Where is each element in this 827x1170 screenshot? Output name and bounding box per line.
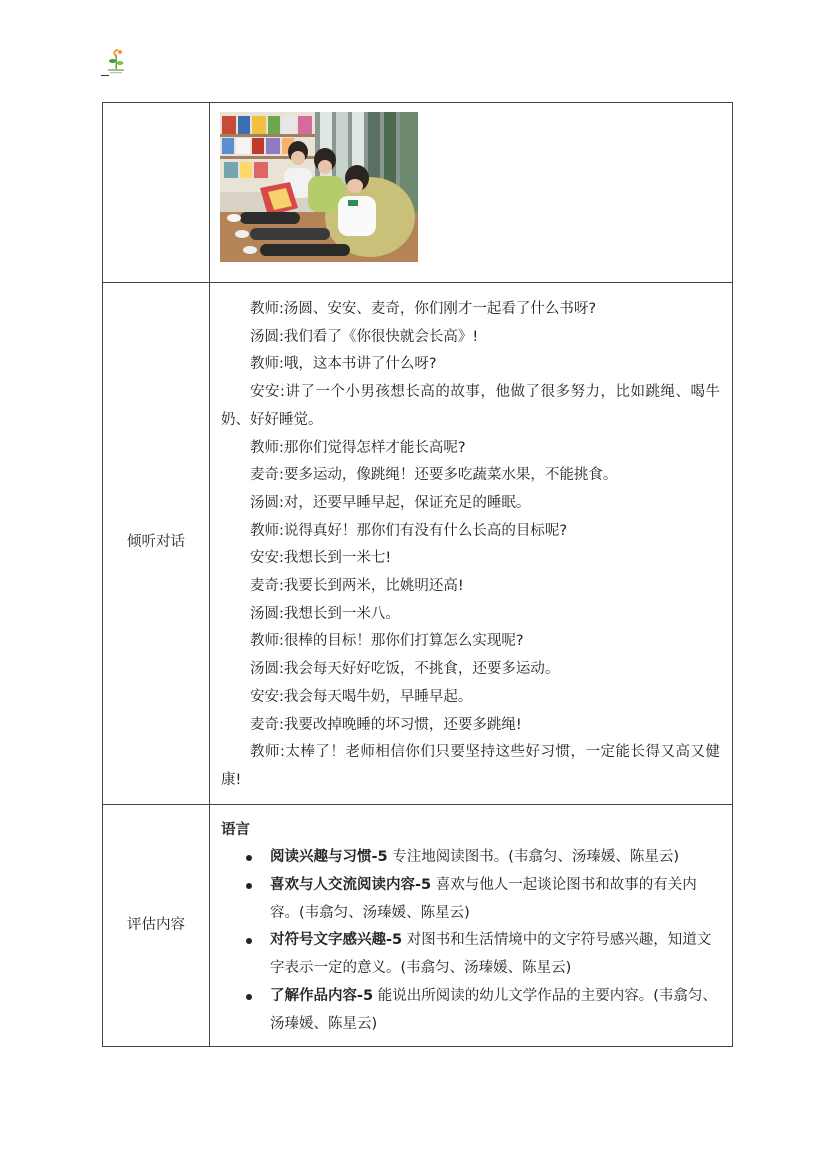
dialogue-line: 教师:那你们觉得怎样才能长高呢? — [250, 439, 466, 456]
kindergarten-logo-icon — [106, 48, 126, 74]
evaluation-item — [259, 844, 720, 872]
evaluation-item-text: 喜欢与他人一起谈论图书和故事的有关内容。(韦翕匀、汤瑧媛、陈星云) — [270, 877, 697, 921]
dialogue-line: 安安:我会每天喝牛奶，早睡早起。 — [250, 688, 473, 705]
evaluation-item-title: 阅读兴趣与习惯-5 — [270, 849, 388, 866]
dialogue-line: 教师:汤圆、安安、麦奇，你们刚才一起看了什么书呀? — [250, 301, 597, 317]
dialogue-line: 安安:讲了一个小男孩想长高的故事，他做了很多努力，比如跳绳、喝牛奶、好好睡觉。 — [221, 384, 720, 428]
evaluation-item-title: 对符号文字感兴趣-5 — [270, 932, 403, 949]
evaluation-domain-heading: 语言 — [221, 821, 250, 838]
evaluation-cell — [210, 804, 733, 1047]
dialogue-line: 汤圆:我会每天好好吃饭，不挑食，还要多运动。 — [250, 661, 560, 678]
dialogue-line: 安安:我想长到一米七! — [250, 550, 392, 567]
header-rule — [101, 75, 109, 76]
dialogue-line: 教师:太棒了！老师相信你们只要坚持这些好习惯，一定能长得又高又健康! — [221, 744, 720, 788]
dialogue-line: 汤圆:我想长到一米八。 — [250, 605, 400, 622]
dialogue-row — [103, 283, 733, 805]
bullet-icon — [246, 938, 252, 944]
evaluation-row-label: 评估内容 — [103, 804, 210, 1047]
dialogue-row-label: 倾听对话 — [103, 283, 210, 805]
dialogue-line: 麦奇:我要长到两米，比姚明还高! — [250, 578, 464, 595]
dialogue-line: 汤圆:对，还要早睡早起，保证充足的睡眠。 — [250, 494, 531, 511]
dialogue-line: 麦奇:我要改掉晚睡的坏习惯，还要多跳绳! — [250, 716, 522, 733]
dialogue-line: 教师:很棒的目标！那你们打算怎么实现呢? — [250, 633, 524, 650]
evaluation-item — [259, 983, 720, 1038]
dialogue-line: 汤圆:我们看了《你很快就会长高》! — [250, 328, 479, 345]
evaluation-item-title: 喜欢与人交流阅读内容-5 — [270, 877, 432, 894]
evaluation-item-title: 了解作品内容-5 — [270, 987, 374, 1004]
bullet-icon — [246, 883, 252, 889]
evaluation-item — [259, 927, 720, 982]
dialogue-line: 教师:哦，这本书讲了什么呀? — [250, 356, 437, 373]
observation-table — [102, 102, 733, 1047]
evaluation-item-text: 能说出所阅读的幼儿文学作品的主要内容。(韦翕匀、汤瑧媛、陈星云) — [270, 987, 717, 1032]
dialogue-cell — [210, 283, 733, 805]
photo-row — [103, 103, 733, 283]
evaluation-item — [259, 872, 720, 927]
photo-row-label — [103, 103, 210, 283]
bullet-icon — [246, 855, 252, 861]
dialogue-line: 教师:说得真好！那你们有没有什么长高的目标呢? — [250, 522, 568, 539]
evaluation-row — [103, 804, 733, 1047]
evaluation-item-text: 对图书和生活情境中的文字符号感兴趣，知道文字表示一定的意义。(韦翕匀、汤瑧媛、陈星云) — [270, 932, 712, 977]
dialogue-line: 麦奇:要多运动，像跳绳！还要多吃蔬菜水果，不能挑食。 — [250, 467, 618, 484]
bullet-icon — [246, 994, 252, 1000]
evaluation-item-text: 专注地阅读图书。(韦翕匀、汤瑧媛、陈星云) — [387, 849, 680, 866]
evaluation-list — [221, 844, 720, 1038]
photo-cell — [210, 103, 733, 283]
reading-children-photo — [220, 112, 418, 262]
